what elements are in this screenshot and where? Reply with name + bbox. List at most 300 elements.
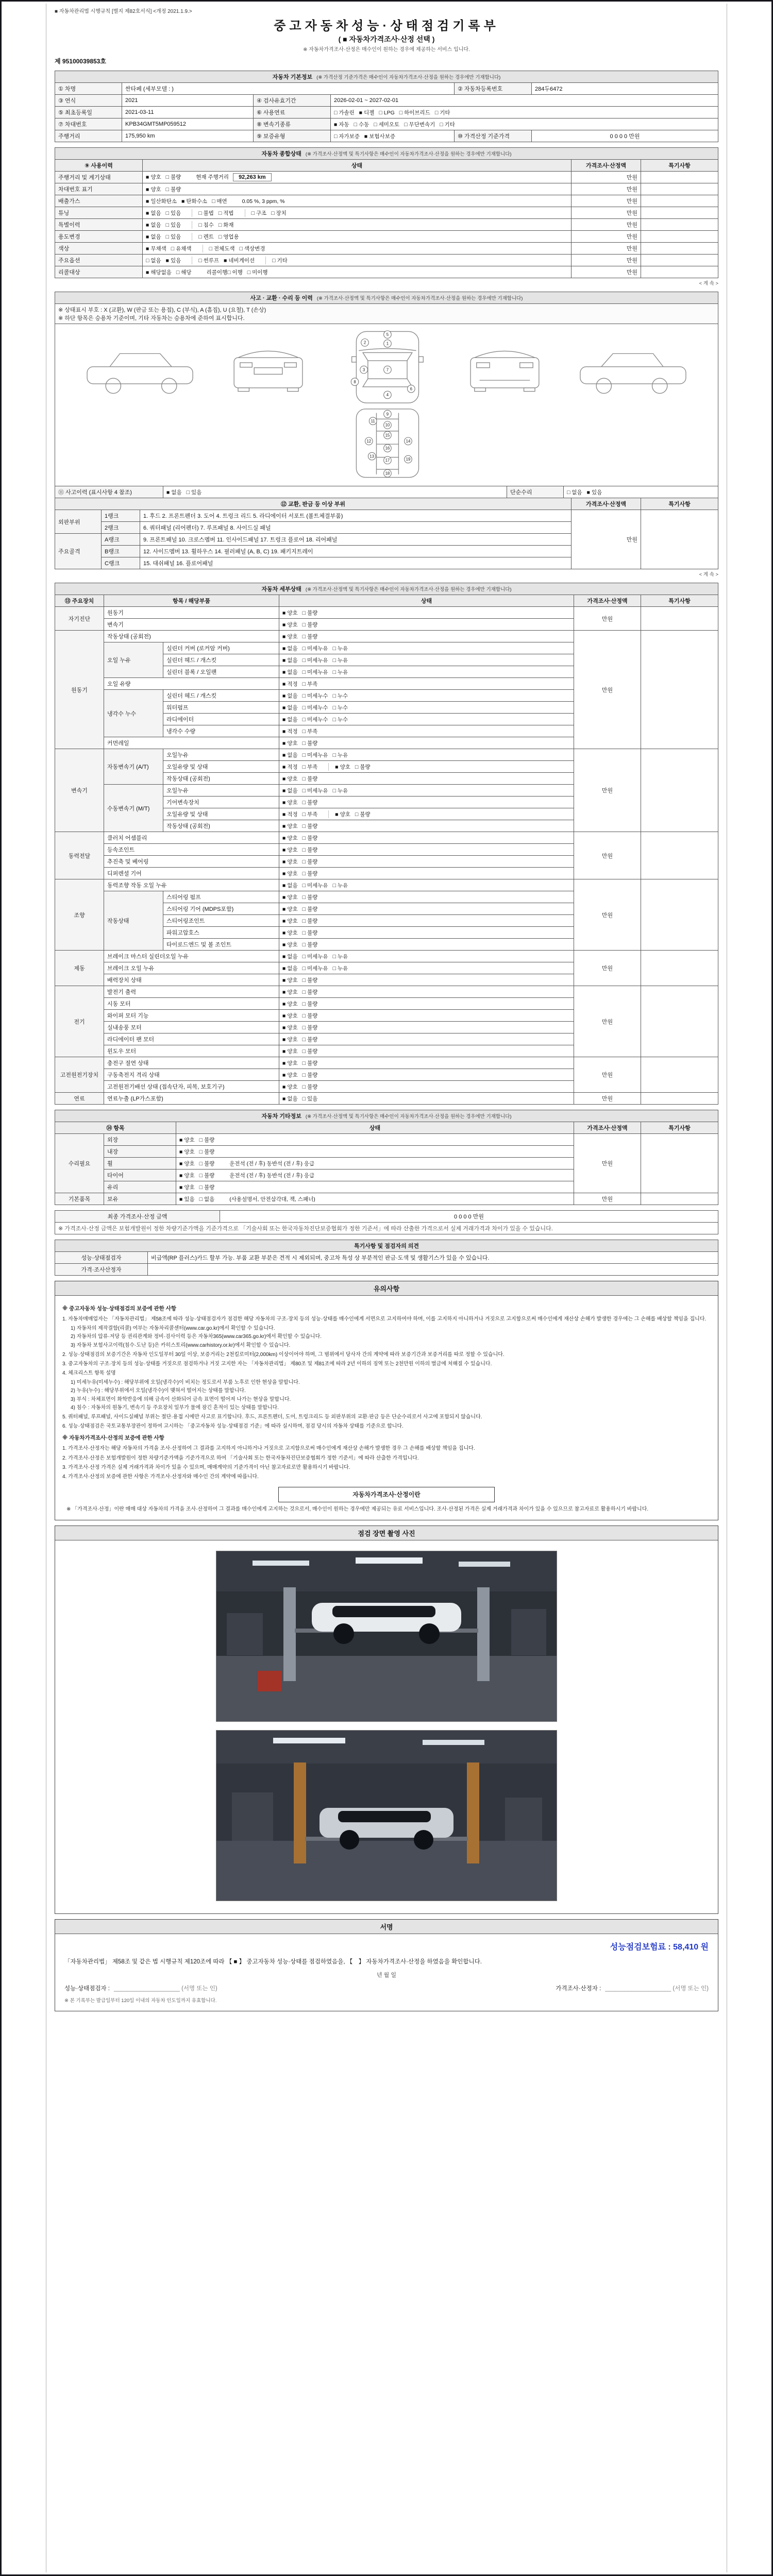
notice-subitem: 4) 침수 : 자동차의 원동기, 변속기 등 주요장치 일부가 물에 잠긴 흔적이 있는 상태를 말합니다. (71, 1404, 279, 1411)
checkbox-option[interactable] (303, 1036, 318, 1043)
checkbox-label: 렌트 (203, 233, 214, 240)
checkbox-checked-icon: ■ (282, 728, 286, 735)
checkbox-option[interactable] (282, 727, 298, 735)
checkbox-option[interactable] (282, 1047, 298, 1055)
checkbox-label: 해당 (181, 269, 192, 276)
checkbox-label: 불량 (204, 1148, 215, 1155)
checkbox-unchecked-icon: □ (218, 210, 222, 216)
checkbox-option[interactable] (282, 905, 298, 913)
checkbox-option[interactable] (303, 1071, 318, 1079)
checkbox-option[interactable] (333, 668, 348, 676)
checkbox-option[interactable] (334, 121, 349, 128)
checkbox-label: 불량 (307, 1001, 318, 1007)
checkbox-option[interactable] (282, 858, 298, 866)
state-cell (279, 1022, 574, 1033)
checkbox-option[interactable] (198, 221, 214, 229)
field-label: 휠 (104, 1158, 176, 1170)
checkbox-unchecked-icon: □ (374, 121, 377, 128)
checkbox-checked-icon: ■ (146, 233, 149, 240)
checkbox-option[interactable] (303, 976, 318, 984)
checkbox-option[interactable] (146, 185, 161, 193)
checkbox-option[interactable] (179, 1148, 195, 1156)
checkbox-option[interactable] (567, 488, 582, 496)
table-row (55, 498, 718, 510)
checkbox-option[interactable] (282, 704, 298, 711)
checkbox-option[interactable] (282, 739, 298, 747)
svg-text:16: 16 (385, 446, 390, 451)
checkbox-option[interactable] (334, 132, 360, 140)
state-cell (279, 1057, 574, 1069)
note-cell (641, 195, 718, 207)
checkbox-option[interactable] (282, 751, 298, 759)
checkbox-option[interactable] (303, 680, 318, 688)
checkbox-option[interactable] (166, 209, 181, 217)
checkbox-label: 가솔린 (339, 109, 355, 116)
checkbox-option[interactable] (303, 1047, 318, 1055)
checkbox-option[interactable] (282, 941, 298, 948)
checkbox-option[interactable] (282, 656, 298, 664)
checkbox-option[interactable] (303, 1095, 318, 1103)
checkbox-option[interactable] (199, 1183, 215, 1191)
checkbox-option[interactable] (303, 988, 318, 996)
option-group (328, 763, 378, 771)
checkbox-option[interactable] (587, 488, 602, 496)
checkbox-option[interactable] (334, 109, 355, 116)
checkbox-option[interactable] (303, 621, 318, 629)
checkbox-option[interactable] (303, 751, 328, 759)
checkbox-option[interactable] (282, 716, 298, 723)
checkbox-option[interactable] (146, 268, 172, 276)
checkbox-label: 불량 (307, 609, 318, 616)
photos-body (55, 1540, 718, 1913)
checkbox-label: 누유 (337, 882, 348, 889)
checkbox-option[interactable] (404, 121, 435, 128)
checkbox-checked-icon: ■ (282, 681, 286, 687)
signature-body (55, 1934, 718, 2011)
checkbox-option[interactable] (146, 209, 161, 217)
checkbox-option[interactable] (303, 692, 328, 700)
checkbox-option[interactable] (282, 680, 298, 688)
option-group (282, 645, 356, 652)
checkbox-option[interactable] (166, 173, 181, 181)
checkbox-option[interactable] (282, 621, 298, 629)
item-label: 라디에이터 팬 모터 (104, 1033, 279, 1045)
checkbox-option[interactable] (179, 1136, 195, 1144)
checkbox-option[interactable] (303, 609, 318, 617)
checkbox-option[interactable] (282, 917, 298, 925)
device-label: 조향 (55, 879, 104, 951)
checkbox-option[interactable] (282, 1059, 298, 1067)
checkbox-option[interactable] (303, 799, 318, 806)
checkbox-option[interactable] (335, 810, 350, 818)
checkbox-option[interactable] (239, 245, 265, 252)
checkbox-option[interactable] (224, 257, 255, 264)
checkbox-option[interactable] (355, 763, 371, 771)
field-label: 리콜대상 (55, 266, 143, 278)
checkbox-label: 불량 (307, 858, 318, 865)
option-group (334, 109, 458, 116)
checkbox-checked-icon: ■ (146, 198, 149, 205)
checkbox-label: 양호 (287, 918, 298, 924)
checkbox-option[interactable] (166, 257, 181, 264)
checkbox-option[interactable] (199, 1195, 215, 1203)
checkbox-label: 양호 (184, 1172, 195, 1179)
checkbox-option[interactable] (282, 834, 298, 842)
checkbox-option[interactable] (435, 109, 450, 116)
checkbox-option[interactable] (181, 197, 207, 205)
checkbox-option[interactable] (282, 976, 298, 984)
state-cell (176, 1134, 574, 1146)
checkbox-unchecked-icon: □ (302, 799, 306, 806)
svg-text:15: 15 (385, 433, 390, 438)
checkbox-option[interactable] (199, 1160, 215, 1167)
checkbox-option[interactable] (303, 727, 318, 735)
checkbox-unchecked-icon: □ (302, 669, 306, 675)
table-row (55, 1110, 718, 1122)
checkbox-option[interactable] (179, 1183, 195, 1191)
checkbox-option[interactable] (146, 245, 166, 252)
checkbox-option[interactable] (212, 197, 227, 205)
price-cell: 만원 (574, 631, 641, 749)
checkbox-option[interactable] (303, 822, 318, 830)
item-label: 기어변속장치 (163, 796, 279, 808)
state-cell (143, 183, 572, 195)
device-label: 동력전달 (55, 832, 104, 879)
field-value: 6. 쿼터패널 (리어펜더) 7. 루프패널 8. 사이드실 패널 (140, 522, 572, 534)
option-group (282, 739, 325, 747)
checkbox-option[interactable] (333, 787, 348, 794)
checkbox-option[interactable] (282, 810, 298, 818)
checkbox-option[interactable] (199, 1172, 215, 1179)
checkbox-option[interactable] (282, 645, 298, 652)
checkbox-option[interactable] (282, 1024, 298, 1031)
checkbox-option[interactable] (272, 257, 288, 264)
state-cell (279, 666, 574, 678)
checkbox-option[interactable] (303, 1083, 318, 1091)
checkbox-label: 미세누유 (307, 882, 328, 889)
checkbox-option[interactable] (303, 656, 328, 664)
checkbox-option[interactable] (146, 197, 177, 205)
checkbox-option[interactable] (282, 822, 298, 830)
checkbox-option[interactable] (198, 233, 214, 241)
checkbox-option[interactable] (333, 882, 348, 889)
checkbox-option[interactable] (282, 692, 298, 700)
final-price-value: 0 0 0 0 만원 (220, 1211, 718, 1223)
checkbox-option[interactable] (333, 953, 348, 960)
checkbox-label: 불량 (307, 621, 318, 628)
checkbox-label: 장치 (276, 210, 287, 216)
checkbox-option[interactable] (166, 488, 182, 496)
state-cell (279, 927, 574, 939)
page-title: 중고자동차성능·상태점검기록부 (274, 19, 499, 33)
checkbox-unchecked-icon: □ (302, 941, 306, 948)
checkbox-option[interactable] (171, 245, 192, 252)
checkbox-option[interactable] (282, 633, 298, 640)
checkbox-option[interactable] (282, 609, 298, 617)
checkbox-checked-icon: ■ (282, 775, 286, 782)
option-group (192, 209, 241, 217)
checkbox-option[interactable] (303, 834, 318, 842)
checkbox-option[interactable] (333, 704, 348, 711)
table-row (55, 595, 718, 607)
checkbox-option[interactable] (303, 941, 318, 948)
checkbox-option[interactable] (303, 716, 328, 723)
checkbox-option[interactable] (303, 787, 328, 794)
checkbox-option[interactable] (146, 221, 161, 229)
checkbox-option[interactable] (146, 233, 161, 241)
field-label: ⑪ 사고이력 (표시사항 4 참조) (55, 486, 163, 498)
field-label: 1랭크 (102, 510, 140, 522)
checkbox-option[interactable] (333, 645, 348, 652)
checkbox-option[interactable] (227, 268, 243, 276)
checkbox-option[interactable] (199, 1136, 215, 1144)
note-cell (641, 1093, 718, 1105)
checkbox-option[interactable] (199, 1148, 215, 1156)
checkbox-option[interactable] (198, 209, 214, 217)
checkbox-option[interactable] (359, 109, 375, 116)
checkbox-checked-icon: ■ (282, 1072, 286, 1078)
checkbox-label: 누유 (337, 645, 348, 652)
checkbox-option[interactable] (335, 763, 350, 771)
checkbox-option[interactable] (198, 257, 219, 264)
checkbox-option[interactable] (355, 810, 371, 818)
checkbox-option[interactable] (282, 870, 298, 877)
state-cell (279, 962, 574, 974)
checkbox-option[interactable] (303, 953, 328, 960)
checkbox-option[interactable] (247, 268, 268, 276)
checkbox-label: 없음 (150, 257, 161, 264)
checkbox-option[interactable] (354, 121, 369, 128)
item-label: 실린더 블록 / 오일팬 (163, 666, 279, 678)
checkbox-checked-icon: ■ (282, 1095, 286, 1102)
option-group (192, 221, 241, 229)
option-group (282, 810, 325, 818)
svg-text:1: 1 (386, 341, 389, 346)
checkbox-option[interactable] (282, 1071, 298, 1079)
checkbox-option[interactable] (303, 964, 328, 972)
checkbox-option[interactable] (303, 704, 328, 711)
checkbox-option[interactable] (219, 233, 239, 241)
checkbox-label: 양호 (287, 929, 298, 936)
svg-text:12: 12 (366, 438, 372, 444)
notice-body (55, 1296, 718, 1520)
checkbox-label: 양호 (287, 1083, 298, 1090)
signature-box (55, 1919, 718, 2011)
checkbox-option[interactable] (219, 221, 234, 229)
checkbox-unchecked-icon: □ (302, 716, 306, 723)
checkbox-label: 미세누수 (307, 716, 328, 723)
checkbox-option[interactable] (146, 257, 161, 264)
checkbox-option[interactable] (282, 799, 298, 806)
checkbox-option[interactable] (303, 775, 318, 783)
state-cell (143, 172, 572, 183)
checkbox-checked-icon: ■ (282, 977, 286, 984)
checkbox-option[interactable] (303, 645, 328, 652)
checkbox-unchecked-icon: □ (199, 1172, 203, 1179)
item-label: 오일누유 (163, 749, 279, 761)
checkbox-option[interactable] (282, 775, 298, 783)
checkbox-option[interactable] (303, 668, 328, 676)
state-cell (279, 678, 574, 690)
option-group (282, 799, 325, 806)
checkbox-option[interactable] (303, 810, 318, 818)
checkbox-option[interactable] (333, 692, 348, 700)
field-label: 타이어 (104, 1170, 176, 1181)
checkbox-checked-icon: ■ (146, 186, 149, 193)
checkbox-option[interactable] (282, 893, 298, 901)
item-label: 브레이크 마스터 실린더오일 누유 (104, 951, 279, 962)
checkbox-option[interactable] (303, 846, 318, 854)
checkbox-unchecked-icon: □ (302, 953, 306, 960)
field-label: ⑩ 가격산정 기준가격 (455, 130, 532, 142)
checkbox-option[interactable] (364, 132, 395, 140)
opinion-text: 비급액(RP 플러스)카드 할부 가능. 부품 교환 부분은 견적 시 제외되며, 중고차 특성 상 부분적인 판금·도색 및 생활기스가 있을 수 있습니다. (148, 1252, 718, 1264)
checkbox-option[interactable] (176, 268, 192, 276)
checkbox-option[interactable] (303, 929, 318, 937)
checkbox-option[interactable] (303, 917, 318, 925)
note-cell (641, 607, 718, 631)
field-label: 보유 (104, 1193, 176, 1205)
checkbox-option[interactable] (282, 953, 298, 960)
checkbox-option[interactable] (303, 1024, 318, 1031)
option-group (282, 882, 356, 889)
state-cell (279, 714, 574, 725)
checkbox-option[interactable] (303, 1059, 318, 1067)
checkbox-unchecked-icon: □ (302, 728, 306, 735)
checkbox-option[interactable] (166, 221, 181, 229)
checkbox-label: 없음 (572, 489, 582, 496)
checkbox-option[interactable] (282, 1083, 298, 1091)
checkbox-label: 미이행 (252, 269, 268, 276)
checkbox-option[interactable] (282, 929, 298, 937)
checkbox-option[interactable] (282, 988, 298, 996)
option-group (282, 763, 325, 771)
option-group (179, 1183, 222, 1191)
field-value: 284두6472 (532, 83, 718, 95)
checkbox-label: 양호 (184, 1184, 195, 1191)
checkbox-checked-icon: ■ (282, 799, 286, 806)
checkbox-option[interactable] (282, 668, 298, 676)
checkbox-option[interactable] (282, 846, 298, 854)
checkbox-option[interactable] (251, 209, 267, 217)
state-cell (279, 856, 574, 868)
checkbox-option[interactable] (187, 488, 202, 496)
checkbox-option[interactable] (179, 1195, 195, 1203)
option-group (282, 1059, 325, 1067)
checkbox-unchecked-icon: □ (302, 609, 306, 616)
checkbox-option[interactable] (303, 905, 318, 913)
checkbox-option[interactable] (282, 763, 298, 771)
option-group (282, 953, 356, 960)
note-cell (641, 832, 718, 879)
column-header: 가격조사·산정액 (572, 498, 641, 510)
state-cell (331, 107, 718, 118)
checkbox-option[interactable] (303, 870, 318, 877)
checkbox-option[interactable] (146, 173, 161, 181)
checkbox-label: 불량 (204, 1160, 215, 1167)
checkbox-unchecked-icon: □ (302, 645, 306, 652)
checkbox-option[interactable] (303, 633, 318, 640)
state-cell (279, 832, 574, 844)
checkbox-option[interactable] (303, 893, 318, 901)
state-cell (279, 844, 574, 856)
option-group (282, 656, 356, 664)
checkbox-option[interactable] (271, 209, 287, 217)
checkbox-option[interactable] (166, 185, 181, 193)
field-label: 2랭크 (102, 522, 140, 534)
price-cell: 만원 (574, 986, 641, 1057)
checkbox-unchecked-icon: □ (199, 1196, 203, 1202)
checkbox-option[interactable] (282, 882, 298, 889)
item-label: 작동상태 (공회전) (104, 631, 279, 642)
inline-text: 0.05 %, 3 ppm, % (242, 198, 285, 205)
checkbox-label: 불량 (307, 894, 318, 901)
checkbox-option[interactable] (303, 739, 318, 747)
item-label: 시동 모터 (104, 998, 279, 1010)
item-label: 스티어링 기어 (MDPS포함) (163, 903, 279, 915)
checkbox-option[interactable] (379, 110, 394, 116)
checkbox-label: 누수 (337, 692, 348, 699)
checkbox-label: 누유 (337, 787, 348, 794)
section-detail-state (55, 583, 718, 1105)
checkbox-option[interactable] (333, 716, 348, 723)
checkbox-unchecked-icon: □ (218, 233, 222, 240)
state-cell (279, 725, 574, 737)
checkbox-option[interactable] (282, 1000, 298, 1008)
checkbox-option[interactable] (333, 656, 348, 664)
table-row (55, 207, 718, 219)
section-title-note: (※ 가격조사·산정액 및 특기사항은 매수인이 자동차가격조사·산정을 원하는 경우에만 기재합니다) (305, 151, 512, 157)
section-title-note: (※ 가격산정 기준가격은 매수인이 자동차가격조사·산정을 원하는 경우에만 기재합니다) (316, 75, 501, 80)
checkbox-option[interactable] (440, 121, 455, 128)
checkbox-option[interactable] (282, 1036, 298, 1043)
checkbox-option[interactable] (282, 1095, 298, 1103)
checkbox-option[interactable] (166, 233, 181, 241)
checkbox-option[interactable] (303, 1000, 318, 1008)
inline-text: 현재 주행거리 (196, 174, 229, 180)
checkbox-option[interactable] (374, 121, 399, 128)
checkbox-option[interactable] (179, 1172, 195, 1179)
checkbox-option[interactable] (282, 964, 298, 972)
checkbox-label: 기타 (277, 257, 288, 264)
checkbox-option[interactable] (219, 209, 234, 217)
checkbox-option[interactable] (179, 1160, 195, 1167)
checkbox-unchecked-icon: □ (334, 109, 338, 116)
checkbox-option[interactable] (333, 964, 348, 972)
checkbox-option[interactable] (399, 109, 430, 116)
checkbox-option[interactable] (333, 751, 348, 759)
option-group (282, 692, 356, 700)
checkbox-label: 수동 (358, 121, 369, 128)
price-cell: 만원 (571, 255, 641, 266)
table-row (55, 266, 718, 278)
option-group (334, 132, 403, 140)
column-header: 특기사항 (641, 160, 718, 172)
checkbox-option[interactable] (282, 787, 298, 794)
checkbox-option[interactable] (282, 1012, 298, 1020)
option-group (282, 941, 325, 948)
checkbox-option[interactable] (209, 245, 235, 252)
checkbox-option[interactable] (303, 1012, 318, 1020)
checkbox-option[interactable] (303, 882, 328, 889)
checkbox-option[interactable] (303, 763, 318, 771)
field-label: 주행거리 및 계기상태 (55, 172, 143, 183)
checkbox-label: 구조 (256, 210, 267, 216)
checkbox-option[interactable] (303, 858, 318, 866)
checkbox-label: 불량 (307, 989, 318, 995)
checkbox-checked-icon: ■ (282, 941, 286, 948)
group-label: 수리필요 (55, 1134, 104, 1193)
